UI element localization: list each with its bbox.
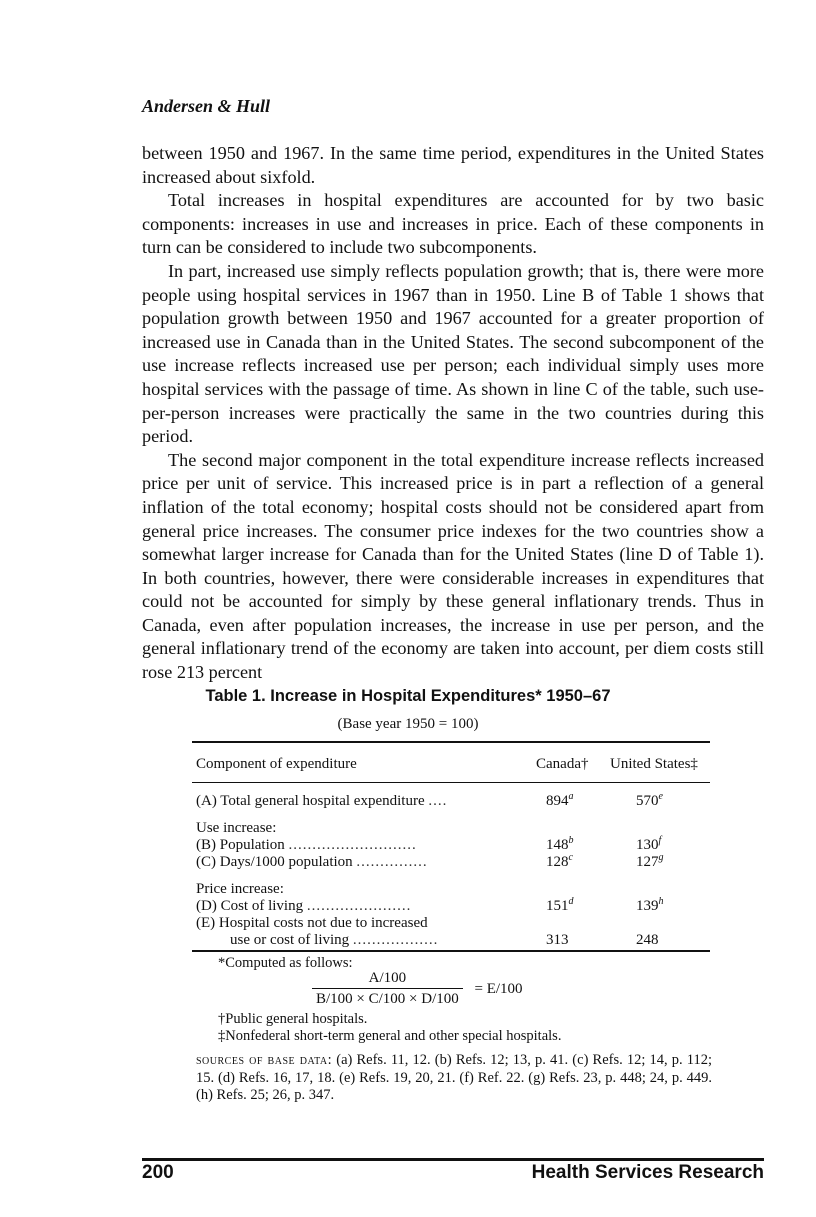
- table-top-rule: [192, 741, 710, 743]
- formula-result: = E/100: [474, 980, 523, 997]
- column-header-canada: Canada†: [536, 756, 589, 772]
- table-row: (C) Days/1000 population ............... 128$^c$ 127$^g$: [196, 852, 664, 870]
- sources-text: (a) Refs. 11, 12. (b) Refs. 12; 13, p. 41. (c) Refs. 12; 14, p. 112; 15. (d) Refs. 16, 17, 18. (e) Refs. 19, 20, 21. (f) Ref. 22. (g) Refs. 23, p. 448; 24, p. 449. (h) Refs. 25; 26, p. 347.: [196, 1052, 713, 1103]
- footnote-dagger: †Public general hospitals.: [218, 1011, 368, 1027]
- table-subtitle: (Base year 1950 = 100): [337, 716, 479, 732]
- footer-rule: [142, 1158, 764, 1161]
- sources-label: sources of base data:: [196, 1052, 333, 1068]
- paragraph: In part, increased use simply reflects population growth; that is, there were more people using hospital services in 1967 than in 1950. Line B of Table 1 shows that population growth between 1950 and 1967 accounted for a greater proportion of increased use in Canada than in the United States. The second subcomponent of the use increase reflects increased use per person; each individual simply uses more hospital services with the passage of time. As shown in line C of the table, such use-per-person increases were practically the same in the two countries during this period.: [142, 260, 764, 447]
- table-group-label: Use increase:: [196, 820, 277, 836]
- paragraph: The second major component in the total expenditure increase reflects increased price per unit of service. This increased price is in part a reflection of a general inflation of the total economy; hospital costs should not be considered apart from general price increases. The consumer price indexes for the two countries show a somewhat larger increase for Canada than for the United States (line D of Table 1). In both countries, however, there were considerable increases in expenditures that could not be accounted for simply by these general inflationary trends. Thus in Canada, even after population increases, the increase in use per person, and the general inflationary trend of the economy are taken into account, per diem costs still rose 213 percent: [142, 449, 764, 683]
- sources-note: [196, 1052, 712, 1105]
- formula-numerator: A/100: [368, 970, 407, 986]
- table-title: Table 1. Increase in Hospital Expenditures* 1950–67: [205, 687, 611, 705]
- table-header-rule: [192, 782, 710, 783]
- table-group-label: Price increase:: [196, 881, 284, 897]
- table-row: (E) Hospital costs not due to increased: [196, 915, 428, 931]
- footnote-double-dagger: ‡Nonfederal short-term general and other special hospitals.: [218, 1028, 562, 1044]
- formula: [312, 970, 523, 1008]
- column-header-us: United States‡: [610, 756, 698, 772]
- column-header-component: Component of expenditure: [196, 756, 357, 772]
- table-row: (B) Population ........................... 148$^b$ 130$^f$: [196, 835, 662, 853]
- table-row: (A) Total general hospital expenditure .... 894$^a$ 570e: [196, 791, 663, 809]
- body-text: [142, 142, 764, 685]
- table-body: [196, 793, 710, 949]
- paragraph: Total increases in hospital expenditures are accounted for by two basic components: increases in use and increases in price. Each of these components in turn can be considered to include two subcomponents.: [142, 190, 764, 258]
- table-row: use or cost of living .................. 313 248: [230, 932, 659, 948]
- running-header-author: Andersen & Hull: [142, 96, 271, 116]
- table-bottom-rule: [192, 950, 710, 952]
- footnote-computed: *Computed as follows:: [218, 955, 353, 971]
- journal-name: Health Services Research: [531, 1162, 764, 1183]
- table-row: (D) Cost of living ...................... 151$^d$ 139$^h$: [196, 896, 664, 914]
- paragraph: between 1950 and 1967. In the same time period, expenditures in the United States increased about sixfold.: [142, 143, 764, 187]
- formula-denominator: B/100 × C/100 × D/100: [312, 988, 463, 1008]
- page-number: 200: [142, 1162, 174, 1183]
- table-header-row: [196, 756, 710, 773]
